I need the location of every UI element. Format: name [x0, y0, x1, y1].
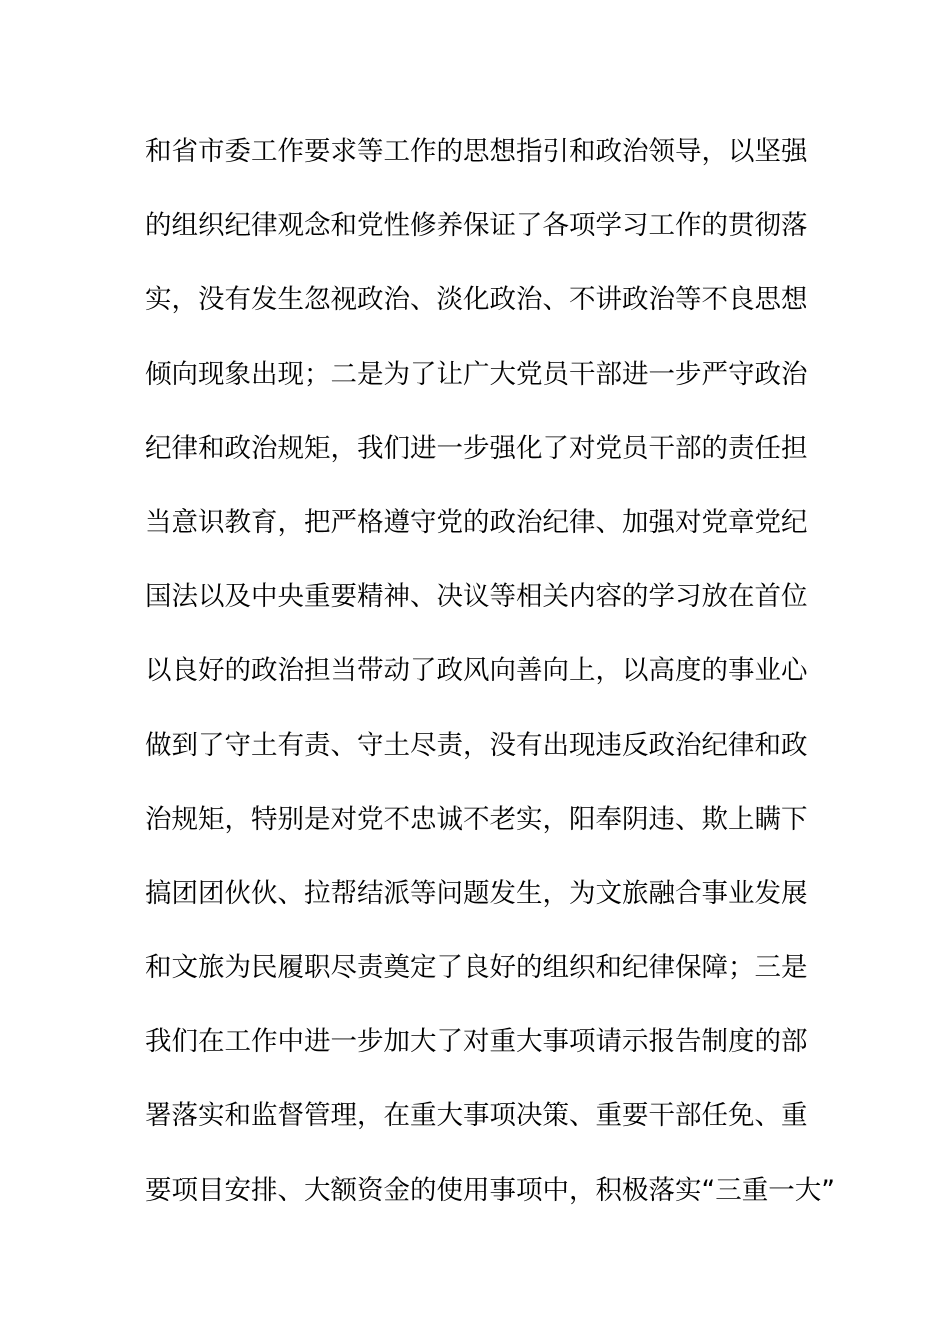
text-line: 要项目安排、大额资金的使用事项中，积极落实“三重一大” — [145, 1174, 835, 1206]
text-line: 我们在工作中进一步加大了对重大事项请示报告制度的部 — [145, 1026, 808, 1058]
text-line: 国法以及中央重要精神、决议等相关内容的学习放在首位 — [145, 581, 808, 613]
text-line: 以良好的政治担当带动了政风向善向上，以高度的事业心 — [145, 655, 808, 687]
text-line: 搞团团伙伙、拉帮结派等问题发生，为文旅融合事业发展 — [145, 877, 808, 909]
text-line: 的组织纪律观念和党性修养保证了各项学习工作的贯彻落 — [145, 210, 808, 242]
text-line: 和省市委工作要求等工作的思想指引和政治领导，以坚强 — [145, 136, 808, 167]
text-line: 当意识教育，把严格遵守党的政治纪律、加强对党章党纪 — [145, 506, 808, 538]
body-text — [145, 124, 835, 1237]
text-line: 治规矩，特别是对党不忠诚不老实，阳奉阴违、欺上瞒下 — [145, 803, 808, 835]
text-line: 倾向现象出现；二是为了让广大党员干部进一步严守政治 — [145, 358, 808, 390]
text-line: 和文旅为民履职尽责奠定了良好的组织和纪律保障；三是 — [145, 952, 808, 984]
text-line: 实，没有发生忽视政治、淡化政治、不讲政治等不良思想 — [145, 284, 808, 316]
text-line: 做到了守土有责、守土尽责，没有出现违反政治纪律和政 — [145, 729, 808, 761]
text-line: 纪律和政治规矩，我们进一步强化了对党员干部的责任担 — [145, 432, 808, 464]
text-line: 署落实和监督管理，在重大事项决策、重要干部任免、重 — [145, 1100, 808, 1132]
